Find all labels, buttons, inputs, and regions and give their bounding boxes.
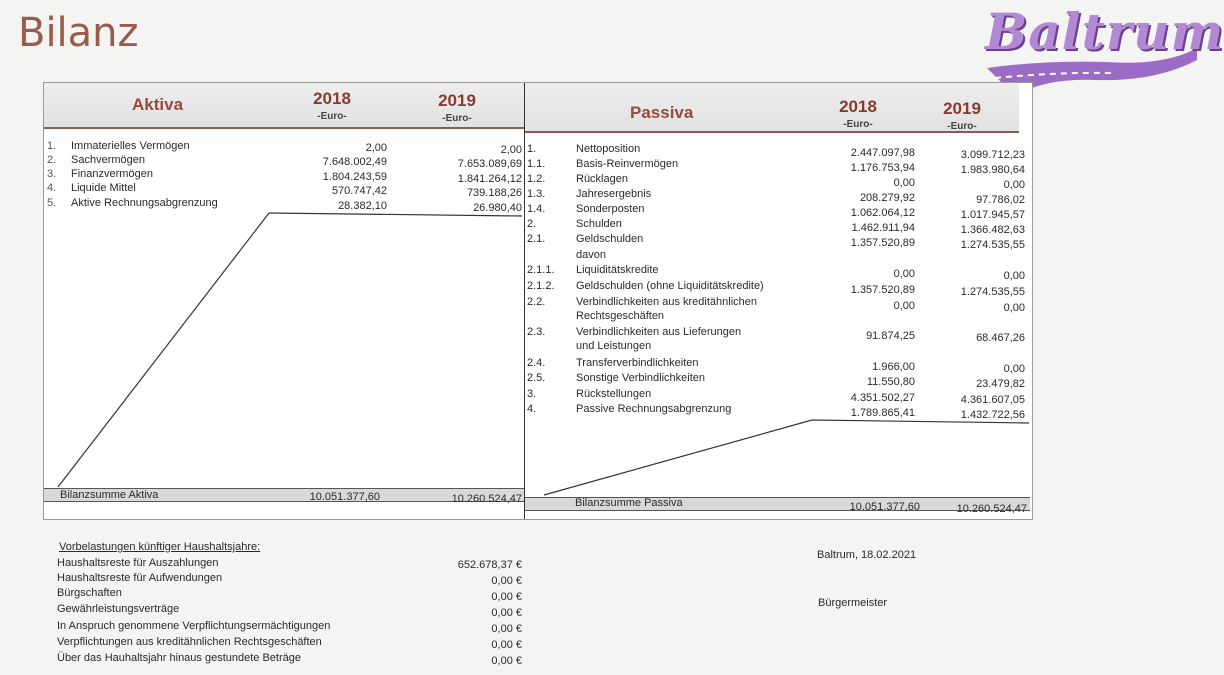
passiva-row-2018: 0,00 <box>893 268 915 280</box>
vorbelastung-value: 0,00 € <box>491 591 522 603</box>
aktiva-row-no: 3. <box>47 168 57 180</box>
aktiva-total-label: Bilanzsumme Aktiva <box>60 489 159 501</box>
vorbelastung-value: 652.678,37 € <box>457 559 522 571</box>
aktiva-total-2019: 10.260.524,47 <box>451 493 522 505</box>
strike-lines <box>44 83 1032 519</box>
passiva-row-label: Geldschulden <box>576 233 644 245</box>
passiva-row-label: Geldschulden (ohne Liquiditätskredite) <box>576 280 764 292</box>
passiva-row-no: 2.3. <box>527 326 546 338</box>
passiva-row-no: 2.1. <box>527 233 546 245</box>
passiva-row-2018: 1.062.064,12 <box>850 207 915 219</box>
passiva-label: Passiva <box>630 103 694 122</box>
passiva-row-2018: 1.789.865,41 <box>850 407 915 419</box>
aktiva-row-2018: 1.804.243,59 <box>322 171 387 183</box>
vorbelastung-label: Haushaltsreste für Auszahlungen <box>57 557 219 569</box>
aktiva-row-label: Immaterielles Vermögen <box>71 140 190 152</box>
passiva-row-label: Sonstige Verbindlichkeiten <box>576 372 706 384</box>
vorbelastung-value: 0,00 € <box>491 655 522 667</box>
passiva-row-2019: 1.274.535,55 <box>960 286 1025 298</box>
vorbelastung-label: In Anspruch genommene Verpflichtungsermächtigungen <box>57 620 331 632</box>
passiva-row-2019: 1.017.945,57 <box>960 209 1025 221</box>
passiva-row-label-cont: und Leistungen <box>576 340 652 352</box>
passiva-row-no: 4. <box>527 403 537 415</box>
passiva-year-2018: 2018 <box>839 97 877 116</box>
aktiva-row-no: 2. <box>47 154 57 166</box>
passiva-row-no: 1. <box>527 143 537 155</box>
signature-role: Bürgermeister <box>818 597 888 609</box>
aktiva-unit-2019: -Euro- <box>442 113 472 124</box>
passiva-total-label: Bilanzsumme Passiva <box>575 497 683 509</box>
passiva-row-2019: 4.361.607,05 <box>960 394 1025 406</box>
passiva-row-label-cont: Rechtsgeschäften <box>576 310 665 322</box>
passiva-row-label: Liquiditätskredite <box>576 264 659 276</box>
passiva-row-2019: 0,00 <box>1003 363 1025 375</box>
passiva-row-label: Sonderposten <box>576 203 645 215</box>
passiva-row-no: 2.2. <box>527 296 546 308</box>
passiva-row-2019: 3.099.712,23 <box>960 149 1025 161</box>
passiva-row-2019: 23.479,82 <box>976 378 1025 390</box>
passiva-row-2018: 1.176.753,94 <box>850 162 915 174</box>
passiva-row-no: 1.3. <box>527 188 546 200</box>
logo-text: Baltrum <box>985 2 1224 61</box>
vorbelastung-value: 0,00 € <box>491 623 522 635</box>
passiva-row-2019: 1.432.722,56 <box>960 409 1025 421</box>
aktiva-row-2019: 2,00 <box>500 144 522 156</box>
vorbelastung-label: Über das Hauhaltsjahr hinaus gestundete Beträge <box>57 652 301 664</box>
aktiva-row-2018: 28.382,10 <box>338 200 387 212</box>
passiva-row-2018: 208.279,92 <box>859 192 915 204</box>
passiva-row-2019: 1.366.482,63 <box>960 224 1025 236</box>
passiva-total-2019: 10.260.524,47 <box>956 503 1027 515</box>
aktiva-row-label: Liquide Mittel <box>71 182 136 194</box>
passiva-row-no: 1.2. <box>527 173 546 185</box>
aktiva-label: Aktiva <box>132 95 184 114</box>
passiva-row-no: 1.4. <box>527 203 546 215</box>
passiva-row-label: Basis-Reinvermögen <box>576 158 679 170</box>
passiva-total-2018: 10.051.377,60 <box>849 501 920 513</box>
passiva-year-2019: 2019 <box>943 99 981 118</box>
aktiva-year-2019: 2019 <box>438 91 476 110</box>
passiva-row-2019: 0,00 <box>1003 179 1025 191</box>
passiva-row-label: davon <box>576 249 606 261</box>
passiva-row-label: Verbindlichkeiten aus Lieferungen <box>576 326 742 338</box>
aktiva-total-2018: 10.051.377,60 <box>309 491 380 503</box>
passiva-row-2019: 0,00 <box>1003 270 1025 282</box>
vorbelastung-label: Haushaltsreste für Aufwendungen <box>57 572 223 584</box>
passiva-row-no: 2.4. <box>527 357 546 369</box>
passiva-row-no: 1.1. <box>527 158 546 170</box>
vorbelastung-label: Verpflichtungen aus kreditähnlichen Rechtsgeschäften <box>57 636 322 648</box>
passiva-row-label: Rückstellungen <box>576 388 652 400</box>
aktiva-unit-2018: -Euro- <box>317 111 347 122</box>
passiva-row-2018: 2.447.097,98 <box>850 147 915 159</box>
passiva-row-label: Jahresergebnis <box>576 188 652 200</box>
passiva-row-2018: 91.874,25 <box>866 330 915 342</box>
passiva-row-2019: 1.274.535,55 <box>960 239 1025 251</box>
page-title: Bilanz <box>18 10 139 56</box>
passiva-row-no: 2.5. <box>527 372 546 384</box>
passiva-row-2018: 1.357.520,89 <box>850 284 915 296</box>
aktiva-row-no: 5. <box>47 197 57 209</box>
aktiva-row-2018: 2,00 <box>365 142 387 154</box>
vorbelastung-value: 0,00 € <box>491 607 522 619</box>
passiva-row-no: 2.1.1. <box>527 264 555 276</box>
passiva-unit-2019: -Euro- <box>947 121 977 132</box>
place-date: Baltrum, 18.02.2021 <box>817 549 917 561</box>
passiva-unit-2018: -Euro- <box>843 119 873 130</box>
vorbelastung-label: Gewährleistungsverträge <box>57 603 180 615</box>
passiva-row-2018: 0,00 <box>893 300 915 312</box>
aktiva-row-2018: 7.648.002,49 <box>322 156 387 168</box>
aktiva-row-label: Aktive Rechnungsabgrenzung <box>71 197 218 209</box>
passiva-row-label: Transferverbindlichkeiten <box>576 357 699 369</box>
passiva-row-label: Schulden <box>576 218 622 230</box>
passiva-row-2018: 1.462.911,94 <box>851 222 915 234</box>
passiva-row-label: Verbindlichkeiten aus kreditähnlichen <box>576 296 758 308</box>
passiva-row-no: 3. <box>527 388 537 400</box>
aktiva-row-label: Sachvermögen <box>71 154 145 166</box>
vorbelastung-value: 0,00 € <box>491 639 522 651</box>
passiva-row-2018: 0,00 <box>893 177 915 189</box>
passiva-row-2018: 11.550,80 <box>866 376 915 388</box>
aktiva-row-2019: 26.980,40 <box>473 202 522 214</box>
aktiva-row-no: 4. <box>47 182 57 194</box>
aktiva-year-2018: 2018 <box>313 89 351 108</box>
passiva-row-no: 2. <box>527 218 537 230</box>
passiva-row-2019: 0,00 <box>1003 302 1025 314</box>
passiva-row-2019: 97.786,02 <box>976 194 1025 206</box>
aktiva-row-2019: 7.653.089,69 <box>457 158 522 170</box>
aktiva-row-no: 1. <box>47 140 57 152</box>
aktiva-row-label: Finanzvermögen <box>71 168 153 180</box>
balance-sheet <box>43 82 1033 520</box>
passiva-row-no: 2.1.2. <box>527 280 555 292</box>
vorbelastungen-heading: Vorbelastungen künftiger Haushaltsjahre: <box>59 541 261 553</box>
passiva-row-2019: 68.467,26 <box>976 332 1025 344</box>
passiva-row-2018: 1.966,00 <box>872 361 915 373</box>
aktiva-row-2019: 739.188,26 <box>466 187 522 199</box>
passiva-row-label: Passive Rechnungsabgrenzung <box>576 403 732 415</box>
passiva-row-2018: 4.351.502,27 <box>850 392 915 404</box>
passiva-row-label: Nettoposition <box>576 143 641 155</box>
vorbelastung-value: 0,00 € <box>491 575 522 587</box>
passiva-row-2019: 1.983.980,64 <box>960 164 1025 176</box>
vorbelastung-label: Bürgschaften <box>57 587 122 599</box>
aktiva-row-2019: 1.841.264,12 <box>457 173 522 185</box>
passiva-row-label: Rücklagen <box>576 173 628 185</box>
passiva-row-2018: 1.357.520,89 <box>850 237 915 249</box>
aktiva-row-2018: 570.747,42 <box>331 185 387 197</box>
